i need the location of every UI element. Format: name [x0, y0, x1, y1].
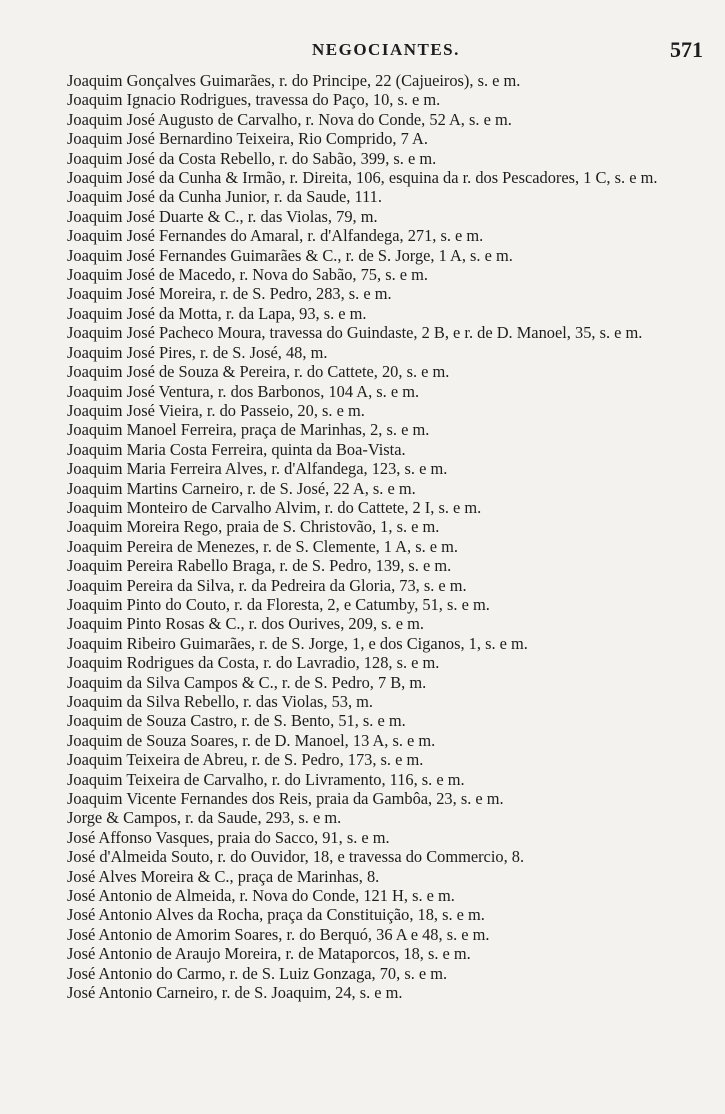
list-item: Joaquim José Pires, r. de S. José, 48, m.: [67, 342, 328, 362]
list-item: Joaquim Manoel Ferreira, praça de Marinhas, 2, s. e m.: [67, 420, 430, 440]
list-item: Joaquim José Ventura, r. dos Barbonos, 104 A, s. e m.: [67, 381, 420, 401]
list-item: Joaquim José Bernardino Teixeira, Rio Comprido, 7 A.: [67, 129, 428, 149]
merchant-list: [67, 71, 707, 1003]
list-item: Joaquim Pereira da Silva, r. da Pedreira da Gloria, 73, s. e m.: [67, 575, 467, 595]
list-item: Joaquim José Augusto de Carvalho, r. Nova do Conde, 52 A, s. e m.: [67, 109, 512, 129]
list-item: Joaquim José de Macedo, r. Nova do Sabão, 75, s. e m.: [67, 265, 428, 285]
list-item: Joaquim Maria Costa Ferreira, quinta da Boa-Vista.: [67, 439, 406, 459]
list-item: Joaquim Ribeiro Guimarães, r. de S. Jorge, 1, e dos Ciganos, 1, s. e m.: [67, 633, 528, 653]
running-head: NEGOCIANTES.: [312, 40, 460, 59]
list-item: Joaquim Martins Carneiro, r. de S. José, 22 A, s. e m.: [67, 478, 416, 498]
list-item: José Alves Moreira & C., praça de Marinhas, 8.: [67, 866, 380, 886]
list-item: Joaquim Pinto do Couto, r. da Floresta, 2, e Catumby, 51, s. e m.: [67, 594, 490, 614]
list-item: Joaquim José de Souza & Pereira, r. do Cattete, 20, s. e m.: [67, 362, 450, 382]
list-item: Joaquim Pinto Rosas & C., r. dos Ourives, 209, s. e m.: [67, 614, 424, 634]
list-item: Joaquim José Duarte & C., r. das Violas, 79, m.: [67, 206, 378, 226]
list-item: Joaquim Ignacio Rodrigues, travessa do Paço, 10, s. e m.: [67, 90, 441, 110]
list-item: Joaquim José da Cunha Junior, r. da Saude, 111.: [67, 187, 382, 207]
list-item: José Affonso Vasques, praia do Sacco, 91, s. e m.: [67, 827, 390, 847]
list-item: Joaquim José Moreira, r. de S. Pedro, 283, s. e m.: [67, 284, 392, 304]
list-item: Joaquim José Pacheco Moura, travessa do Guindaste, 2 B, e r. de D. Manoel, 35, s. e m.: [67, 323, 643, 343]
list-item: Joaquim Vicente Fernandes dos Reis, praia da Gambôa, 23, s. e m.: [67, 789, 504, 809]
list-item: Joaquim da Silva Campos & C., r. de S. Pedro, 7 B, m.: [67, 672, 427, 692]
list-item: Joaquim José da Cunha & Irmão, r. Direita, 106, esquina da r. dos Pescadores, 1 C, s. e m.: [67, 168, 658, 188]
list-item: Joaquim de Souza Castro, r. de S. Bento, 51, s. e m.: [67, 711, 406, 731]
list-item: Joaquim Teixeira de Carvalho, r. do Livramento, 116, s. e m.: [67, 769, 465, 789]
list-item: Joaquim Teixeira de Abreu, r. de S. Pedro, 173, s. e m.: [67, 750, 424, 770]
list-item: Joaquim da Silva Rebello, r. das Violas, 53, m.: [67, 692, 374, 711]
list-item: Joaquim José da Motta, r. da Lapa, 93, s. e m.: [67, 303, 367, 323]
list-item: Joaquim Gonçalves Guimarães, r. do Principe, 22 (Cajueiros), s. e m.: [67, 71, 521, 90]
list-item: Joaquim José da Costa Rebello, r. do Sabão, 399, s. e m.: [67, 148, 437, 168]
list-item: José d'Almeida Souto, r. do Ouvidor, 18, e travessa do Commercio, 8.: [67, 847, 525, 867]
list-item: José Antonio Alves da Rocha, praça da Constituição, 18, s. e m.: [67, 905, 485, 925]
page-header: [0, 30, 725, 70]
list-item: Joaquim Monteiro de Carvalho Alvim, r. do Cattete, 2 I, s. e m.: [67, 497, 482, 517]
page-number: 571: [670, 37, 703, 62]
list-item: José Antonio Carneiro, r. de S. Joaquim, 24, s. e m.: [67, 983, 403, 1003]
list-item: José Antonio do Carmo, r. de S. Luiz Gonzaga, 70, s. e m.: [67, 963, 448, 983]
list-item: Joaquim José Vieira, r. do Passeio, 20, s. e m.: [67, 400, 365, 420]
list-item: Jorge & Campos, r. da Saude, 293, s. e m.: [67, 808, 342, 828]
list-item: Joaquim Moreira Rego, praia de S. Christovão, 1, s. e m.: [67, 517, 440, 537]
list-item: José Antonio de Almeida, r. Nova do Conde, 121 H, s. e m.: [67, 886, 455, 906]
list-item: Joaquim Rodrigues da Costa, r. do Lavradio, 128, s. e m.: [67, 653, 440, 673]
list-item: Joaquim José Fernandes do Amaral, r. d'Alfandega, 271, s. e m.: [67, 226, 484, 246]
list-item: Joaquim Maria Ferreira Alves, r. d'Alfandega, 123, s. e m.: [67, 459, 448, 479]
list-item: Joaquim Pereira Rabello Braga, r. de S. Pedro, 139, s. e m.: [67, 556, 452, 576]
list-item: José Antonio de Amorim Soares, r. do Berquó, 36 A e 48, s. e m.: [67, 924, 490, 944]
list-item: Joaquim de Souza Soares, r. de D. Manoel, 13 A, s. e m.: [67, 730, 436, 750]
list-item: José Antonio de Araujo Moreira, r. de Mataporcos, 18, s. e m.: [67, 944, 471, 964]
list-item: Joaquim Pereira de Menezes, r. de S. Clemente, 1 A, s. e m.: [67, 536, 459, 556]
list-item: Joaquim José Fernandes Guimarães & C., r. de S. Jorge, 1 A, s. e m.: [67, 245, 513, 265]
